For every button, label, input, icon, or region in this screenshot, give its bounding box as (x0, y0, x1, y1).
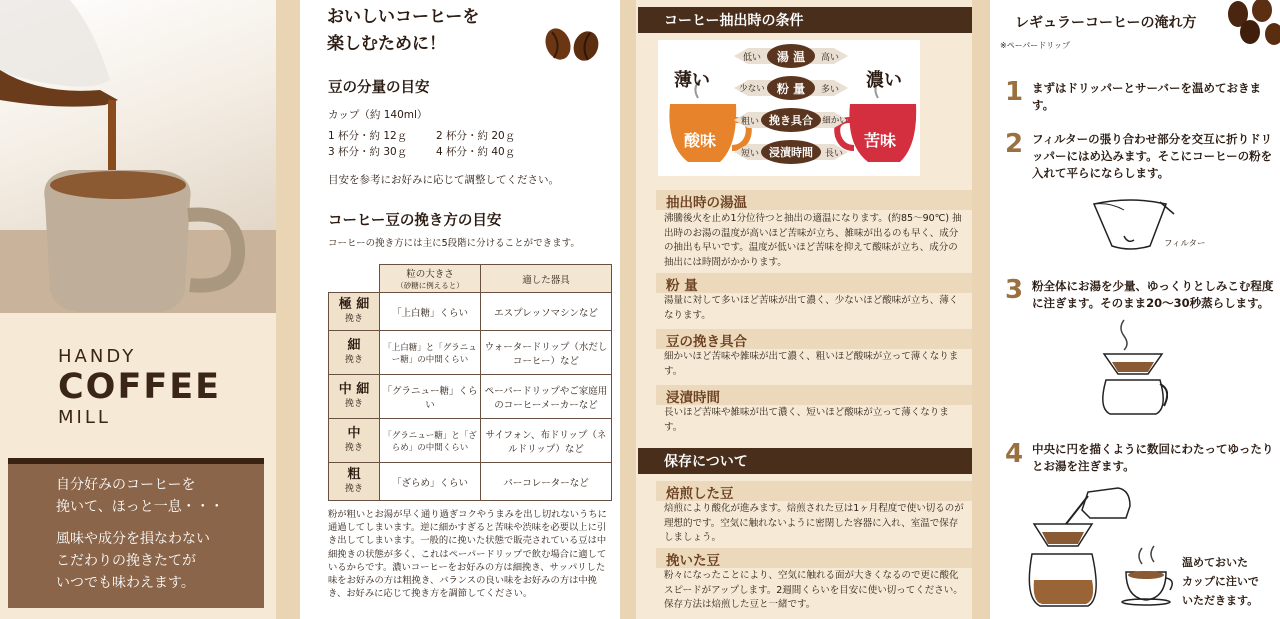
storage-text: 焙煎により酸化が進みます。焙煎された豆は1ヶ月程度で使い切るのが理想的です。空気に触れないように密閉した容器に入れ、室温で保存しましょう。 (664, 503, 964, 543)
coffee-cup-icon (1120, 544, 1178, 606)
step-number: 2 (1005, 129, 1024, 159)
table-header-device: 適した器具 (480, 265, 611, 293)
step-text: まずはドリッパーとサーバーを温めておきます。 (1032, 81, 1261, 112)
diagram-right: 細かい (822, 116, 848, 126)
coffee-beans-icon (1220, 0, 1280, 46)
strong-label: 濃い (866, 70, 902, 91)
tagline-line: こだわりの挽きたてが (56, 553, 196, 569)
table-row: 粗 挽き 「ざらめ」くらい パーコレーターなど (329, 463, 612, 501)
table-row: 中 細 挽き 「グラニュー糖」くらい ペーパードリップやご家庭用のコーヒーメーカーなど (329, 375, 612, 419)
fold-gap (972, 0, 990, 619)
page-title (327, 4, 479, 58)
tagline-box (8, 458, 264, 608)
brand-logo (58, 346, 258, 428)
diagram-right: 長い (824, 149, 843, 159)
section-bar-storage: 保存について (638, 448, 972, 474)
step-text: 中央に円を描くように数回にわたってゆったりとお湯を注ぎます。 (1032, 442, 1274, 473)
grind-heading: コーヒー豆の挽き方の目安 (328, 213, 502, 229)
final-line: 温めておいた (1182, 556, 1248, 569)
final-line: カップに注いで (1182, 575, 1259, 588)
table-row: 極 細 挽き 「上白糖」くらい エスプレッソマシンなど (329, 293, 612, 331)
brewing-subtitle: ※ペーパードリップ (1000, 41, 1070, 50)
cover-panel (0, 0, 276, 619)
extraction-diagram (658, 40, 920, 176)
diagram-right: 高い (820, 53, 839, 63)
amount-item: 3 杯分・約 30ｇ (328, 146, 408, 158)
grind-table (328, 264, 612, 501)
title-line: おいしいコーヒーを (327, 7, 480, 27)
filter-label: フィルター (1164, 239, 1206, 249)
step-number: 1 (1005, 77, 1024, 107)
grind-intro: コーヒーの挽き方には主に5段階に分けることができます。 (328, 238, 580, 249)
final-line: いただきます。 (1182, 594, 1259, 607)
diagram-left: 粗い (740, 117, 759, 127)
section-text: 沸騰後火を止め1分位待つと抽出の適温になります。(約85〜90℃) 抽出時のお湯の温度が高いほど苦味が立ち、雑味が出るのも早く、成分の抽出も早いです。温度が低いほど苦味を抑えて酸味が立ち、成分の抽出には時間がかかります。 (664, 213, 962, 268)
table-row: 中 挽き 「グラニュー糖」と「ざらめ」の中間くらい サイフォン、布ドリップ（ネルドリップ）など (329, 419, 612, 463)
brand-mill: MILL (58, 407, 111, 428)
brewing-title: レギュラーコーヒーの淹れ方 (1015, 15, 1197, 31)
sour-label: 酸味 (684, 131, 717, 150)
amount-note: 目安を参考にお好みに応じて調整してください。 (328, 174, 559, 186)
section-label: 浸漬時間 (656, 385, 972, 405)
tagline-line: 風味や成分を損なわない (56, 531, 210, 547)
beans-heading: 豆の分量の目安 (328, 80, 430, 96)
section-text: 湯量に対して多いほど苦味が出て濃く、少ないほど酸味が立ち、薄くなります。 (664, 295, 959, 321)
dripper-server-icon (1098, 318, 1168, 416)
storage-text: 粉々になったことにより、空気に触れる面が大きくなるので更に酸化スピードがアップします。2週間くらいを目安に使い切ってください。保存方法は焙煎した豆と一緒です。 (664, 570, 963, 610)
diagram-right: 多い (820, 85, 839, 95)
tagline-line: 自分好みのコーヒーを (56, 477, 196, 493)
step-number: 4 (1005, 439, 1024, 469)
section-label: 豆の挽き具合 (656, 329, 972, 349)
diagram-factor: 浸漬時間 (769, 146, 813, 159)
brand-coffee: COFFEE (58, 367, 222, 407)
storage-label: 挽いた豆 (656, 548, 972, 568)
tagline-line: いつでも味わえます。 (56, 575, 195, 591)
table-header-size: 粒の大きさ （砂糖に例えると） (380, 265, 481, 293)
light-label: 薄い (674, 70, 710, 91)
amount-item: 2 杯分・約 20ｇ (436, 130, 516, 142)
diagram-left: 少ない (739, 84, 765, 94)
fold-gap (276, 0, 300, 619)
storage-label: 焙煎した豆 (656, 481, 972, 501)
bitter-label: 苦味 (864, 131, 897, 150)
title-line: 楽しむために！ (327, 34, 446, 54)
grind-explanation: 粉が粗いとお湯が早く通り過ぎコクやうまみを出し切れないうちに通過してしまいます。逆に細かすぎると苦味や渋味を必要以上に引き出してしまいます。一般的に挽いた状態で販売されている豆は中細挽きの状態が多く、これはペーパードリップで飲む場合に適しているからです。濃いコーヒーをお好みの方は細挽き、サッパリした味をお好みの方は粗挽き、バランスの良い味をお好みの方は中挽き、お好みに応じて挽き方を調節してください。 (328, 509, 607, 600)
diagram-factor: 湯 温 (776, 50, 806, 64)
amount-item: 4 杯分・約 40ｇ (436, 146, 516, 158)
section-label: 抽出時の湯温 (656, 190, 972, 210)
amount-grid (328, 128, 608, 160)
amount-item: 1 杯分・約 12ｇ (328, 130, 408, 142)
section-label: 粉 量 (656, 273, 972, 293)
cup-size: カップ（約 140ml） (328, 109, 428, 121)
step-number: 3 (1005, 275, 1024, 305)
section-text: 細かいほど苦味や雑味が出て濃く、粗いほど酸味が立って薄くなります。 (664, 351, 959, 377)
final-text (1182, 553, 1278, 610)
coffee-pour-photo (0, 0, 276, 313)
diagram-factor: 粉 量 (776, 82, 806, 96)
brand-handy: HANDY (58, 346, 137, 367)
step-text: 粉全体にお湯を少量、ゆっくりとしみこむ程度に注ぎます。そのまま20〜30秒蒸らします。 (1032, 279, 1274, 310)
fold-gap (620, 0, 636, 619)
diagram-left: 短い (740, 149, 759, 159)
section-bar-conditions: コーヒー抽出時の条件 (638, 7, 972, 33)
diagram-factor: 挽き具合 (769, 114, 813, 127)
table-row: 細 挽き 「上白糖」と「グラニュー糖」の中間くらい ウォータードリップ（水だしコーヒー）など (329, 331, 612, 375)
step-text: フィルターの張り合わせ部分を交互に折りドリッパーにはめ込みます。そこにコーヒーの粉を入れて平らにならします。 (1032, 132, 1273, 180)
coffee-beans-icon (538, 24, 606, 64)
diagram-left: 低い (742, 53, 761, 63)
section-text: 長いほど苦味や雑味が出て濃く、短いほど酸味が立って薄くなります。 (664, 407, 949, 433)
tagline-line: 挽いて、ほっと一息・・・ (56, 499, 224, 515)
